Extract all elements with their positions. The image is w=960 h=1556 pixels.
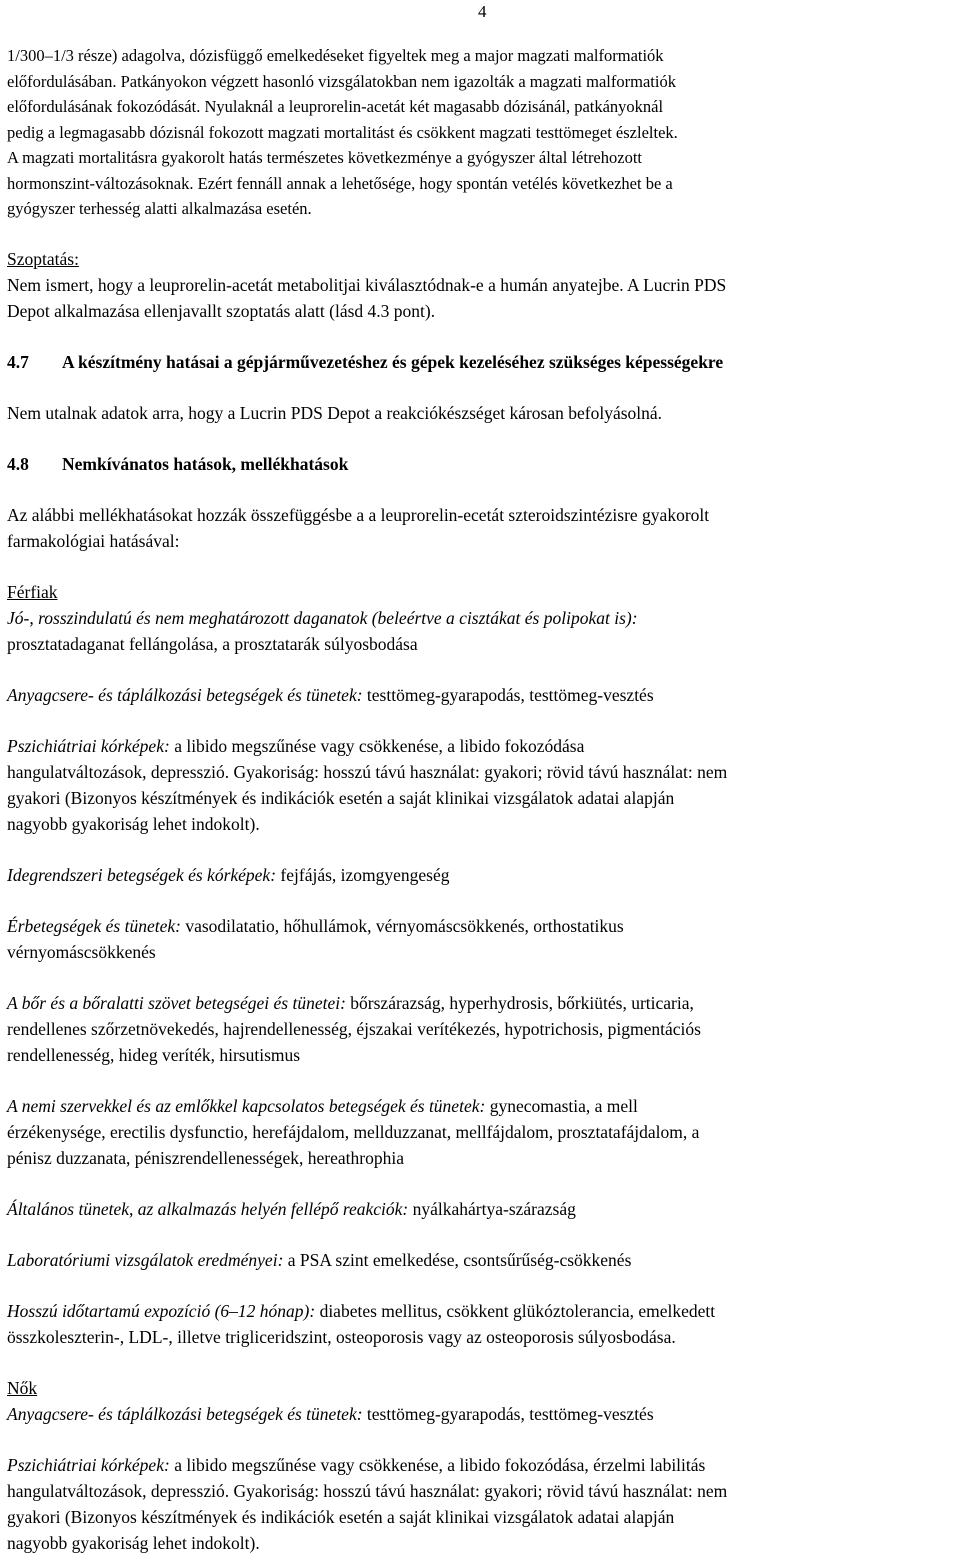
section-title: Nemkívánatos hatások, mellékhatások bbox=[62, 453, 349, 474]
reproductive-entry bbox=[7, 1093, 957, 1171]
section-number: 4.8 bbox=[7, 453, 29, 474]
text-line: gyakori (Bizonyos készítmények és indikációk esetén a saját klinikai vizsgálatok adatai alapján bbox=[7, 787, 675, 808]
entry-label: Hosszú időtartamú expozíció (6–12 hónap): bbox=[7, 1300, 316, 1321]
text-line: 1/300–1/3 része) adagolva, dózisfüggő emelkedéseket figyeltek meg a major magzati malformatiók bbox=[7, 46, 664, 65]
section-4-8 bbox=[7, 451, 957, 554]
entry-text: a libido megszűnése vagy csökkenése, a libido fokozódása bbox=[169, 735, 585, 756]
text-line: farmakológiai hatásával: bbox=[7, 530, 180, 551]
text-line: rendellenesség, hideg veríték, hirsutismus bbox=[7, 1044, 301, 1065]
entry-text: gynecomastia, a mell bbox=[485, 1095, 638, 1116]
psychiatric-entry bbox=[7, 1452, 957, 1556]
skin-entry bbox=[7, 990, 957, 1068]
text-line: rendellenes szőrzetnövekedés, hajrendellenesség, éjszakai verítékezés, hypotrichosis, pigmentációs bbox=[7, 1018, 701, 1039]
breastfeeding-title: Szoptatás: bbox=[7, 248, 79, 269]
section-number: 4.7 bbox=[7, 351, 29, 372]
text-line: nagyobb gyakoriság lehet indokolt). bbox=[7, 1532, 260, 1553]
text-line: hangulatváltozások, depresszió. Gyakoriság: hosszú távú használat: gyakori; rövid távú használat: nem bbox=[7, 1480, 728, 1501]
entry-label: A nemi szervekkel és az emlőkkel kapcsolatos betegségek és tünetek: bbox=[7, 1095, 486, 1116]
laboratory-entry bbox=[7, 1247, 957, 1273]
text-line: Depot alkalmazása ellenjavallt szoptatás alatt (lásd 4.3 pont). bbox=[7, 300, 436, 321]
text-line: Nem ismert, hogy a leuprorelin-acetát metabolitjai kiválasztódnak-e a humán anyatejbe. A Lucrin PDS bbox=[7, 274, 727, 295]
entry-label: A bőr és a bőralatti szövet betegségei és tünetei: bbox=[7, 992, 346, 1013]
text-line: előfordulásának fokozódását. Nyulaknál a leuprorelin-acetát két magasabb dózisánál, patkányoknál bbox=[7, 97, 664, 116]
nervous-system-entry bbox=[7, 862, 957, 888]
section-4-7 bbox=[7, 349, 957, 426]
text-line: nagyobb gyakoriság lehet indokolt). bbox=[7, 813, 260, 834]
entry-label: Általános tünetek, az alkalmazás helyén fellépő reakciók: bbox=[7, 1198, 409, 1219]
entry-label: Pszichiátriai kórképek: bbox=[7, 735, 170, 756]
entry-label: Anyagcsere- és táplálkozási betegségek és tünetek: bbox=[7, 684, 363, 705]
intro-paragraph bbox=[7, 43, 957, 222]
text-line: gyógyszer terhesség alatti alkalmazása esetén. bbox=[7, 199, 312, 218]
entry-label: Anyagcsere- és táplálkozási betegségek és tünetek: bbox=[7, 1403, 363, 1424]
section-title: A készítmény hatásai a gépjárművezetéshez és gépek kezeléséhez szükséges képességekre bbox=[62, 351, 724, 372]
entry-text: a libido megszűnése vagy csökkenése, a libido fokozódása, érzelmi labilitás bbox=[169, 1454, 706, 1475]
general-entry bbox=[7, 1196, 957, 1222]
entry-label: Pszichiátriai kórképek: bbox=[7, 1454, 170, 1475]
text-line: érzékenysége, erectilis dysfunctio, herefájdalom, mellduzzanat, mellfájdalom, prosztatafájdalom, a bbox=[7, 1121, 700, 1142]
vascular-entry bbox=[7, 913, 957, 965]
entry-text: a PSA szint emelkedése, csontsűrűség-csökkenés bbox=[283, 1249, 632, 1270]
text-line: hangulatváltozások, depresszió. Gyakoriság: hosszú távú használat: gyakori; rövid távú használat: nem bbox=[7, 761, 728, 782]
entry-text: nyálkahártya-szárazság bbox=[408, 1198, 576, 1219]
text-line: pénisz duzzanata, péniszrendellenességek, hereathrophia bbox=[7, 1147, 404, 1168]
entry-label: Laboratóriumi vizsgálatok eredményei: bbox=[7, 1249, 284, 1270]
entry-text: diabetes mellitus, csökkent glükóztolerancia, emelkedett bbox=[315, 1300, 716, 1321]
text-line: gyakori (Bizonyos készítmények és indikációk esetén a saját klinikai vizsgálatok adatai alapján bbox=[7, 1506, 675, 1527]
entry-text: bőrszárazság, hyperhydrosis, bőrkiütés, urticaria, bbox=[345, 992, 694, 1013]
page-number: 4 bbox=[478, 2, 487, 21]
text-line: összkoleszterin-, LDL-, illetve trigliceridszint, osteoporosis vagy az osteoporosis súlyosbodása. bbox=[7, 1326, 676, 1347]
psychiatric-entry bbox=[7, 733, 957, 837]
men-title: Férfiak bbox=[7, 581, 58, 602]
section-heading bbox=[7, 349, 957, 375]
entry-label: Idegrendszeri betegségek és kórképek: bbox=[7, 864, 277, 885]
text-line: Nem utalnak adatok arra, hogy a Lucrin PDS Depot a reakciókészséget károsan befolyásolná. bbox=[7, 402, 663, 423]
section-heading bbox=[7, 451, 957, 477]
neoplasm-label: Jó-, rosszindulatú és nem meghatározott daganatok (beleértve a cisztákat és polipokat is): bbox=[7, 607, 638, 628]
document-body bbox=[7, 43, 957, 1556]
text-line: prosztatadaganat fellángolása, a prosztatarák súlyosbodása bbox=[7, 633, 418, 654]
text-line: hormonszint-változásoknak. Ezért fennáll annak a lehetősége, hogy spontán vetélés következhet be a bbox=[7, 173, 673, 193]
text-line: A magzati mortalitásra gyakorolt hatás természetes következménye a gyógyszer által létrehozott bbox=[7, 148, 643, 167]
text-line: Az alábbi mellékhatásokat hozzák összefüggésbe a a leuprorelin-ecetát szteroidszintézisre gyakorolt bbox=[7, 504, 710, 525]
entry-text: fejfájás, izomgyengeség bbox=[276, 864, 450, 885]
entry-text: vasodilatatio, hőhullámok, vérnyomáscsökkenés, orthostatikus bbox=[180, 915, 624, 936]
text-line: előfordulásában. Patkányokon végzett hasonló vizsgálatokban nem igazolták a magzati malformatiók bbox=[7, 71, 676, 91]
women-title: Nők bbox=[7, 1377, 38, 1398]
metabolism-entry bbox=[7, 1401, 957, 1427]
text-line: vérnyomáscsökkenés bbox=[7, 941, 156, 962]
entry-label: Érbetegségek és tünetek: bbox=[7, 915, 181, 936]
entry-text: testtömeg-gyarapodás, testtömeg-vesztés bbox=[362, 684, 654, 705]
text-line: pedig a legmagasabb dózisnál fokozott magzati mortalitást és csökkent magzati testtömeget észleltek. bbox=[7, 122, 678, 142]
metabolism-entry bbox=[7, 682, 957, 708]
breastfeeding-section bbox=[7, 246, 957, 324]
entry-text: testtömeg-gyarapodás, testtömeg-vesztés bbox=[362, 1403, 654, 1424]
women-section bbox=[7, 1375, 957, 1556]
long-term-exposure-entry bbox=[7, 1298, 957, 1350]
men-section bbox=[7, 579, 957, 1350]
